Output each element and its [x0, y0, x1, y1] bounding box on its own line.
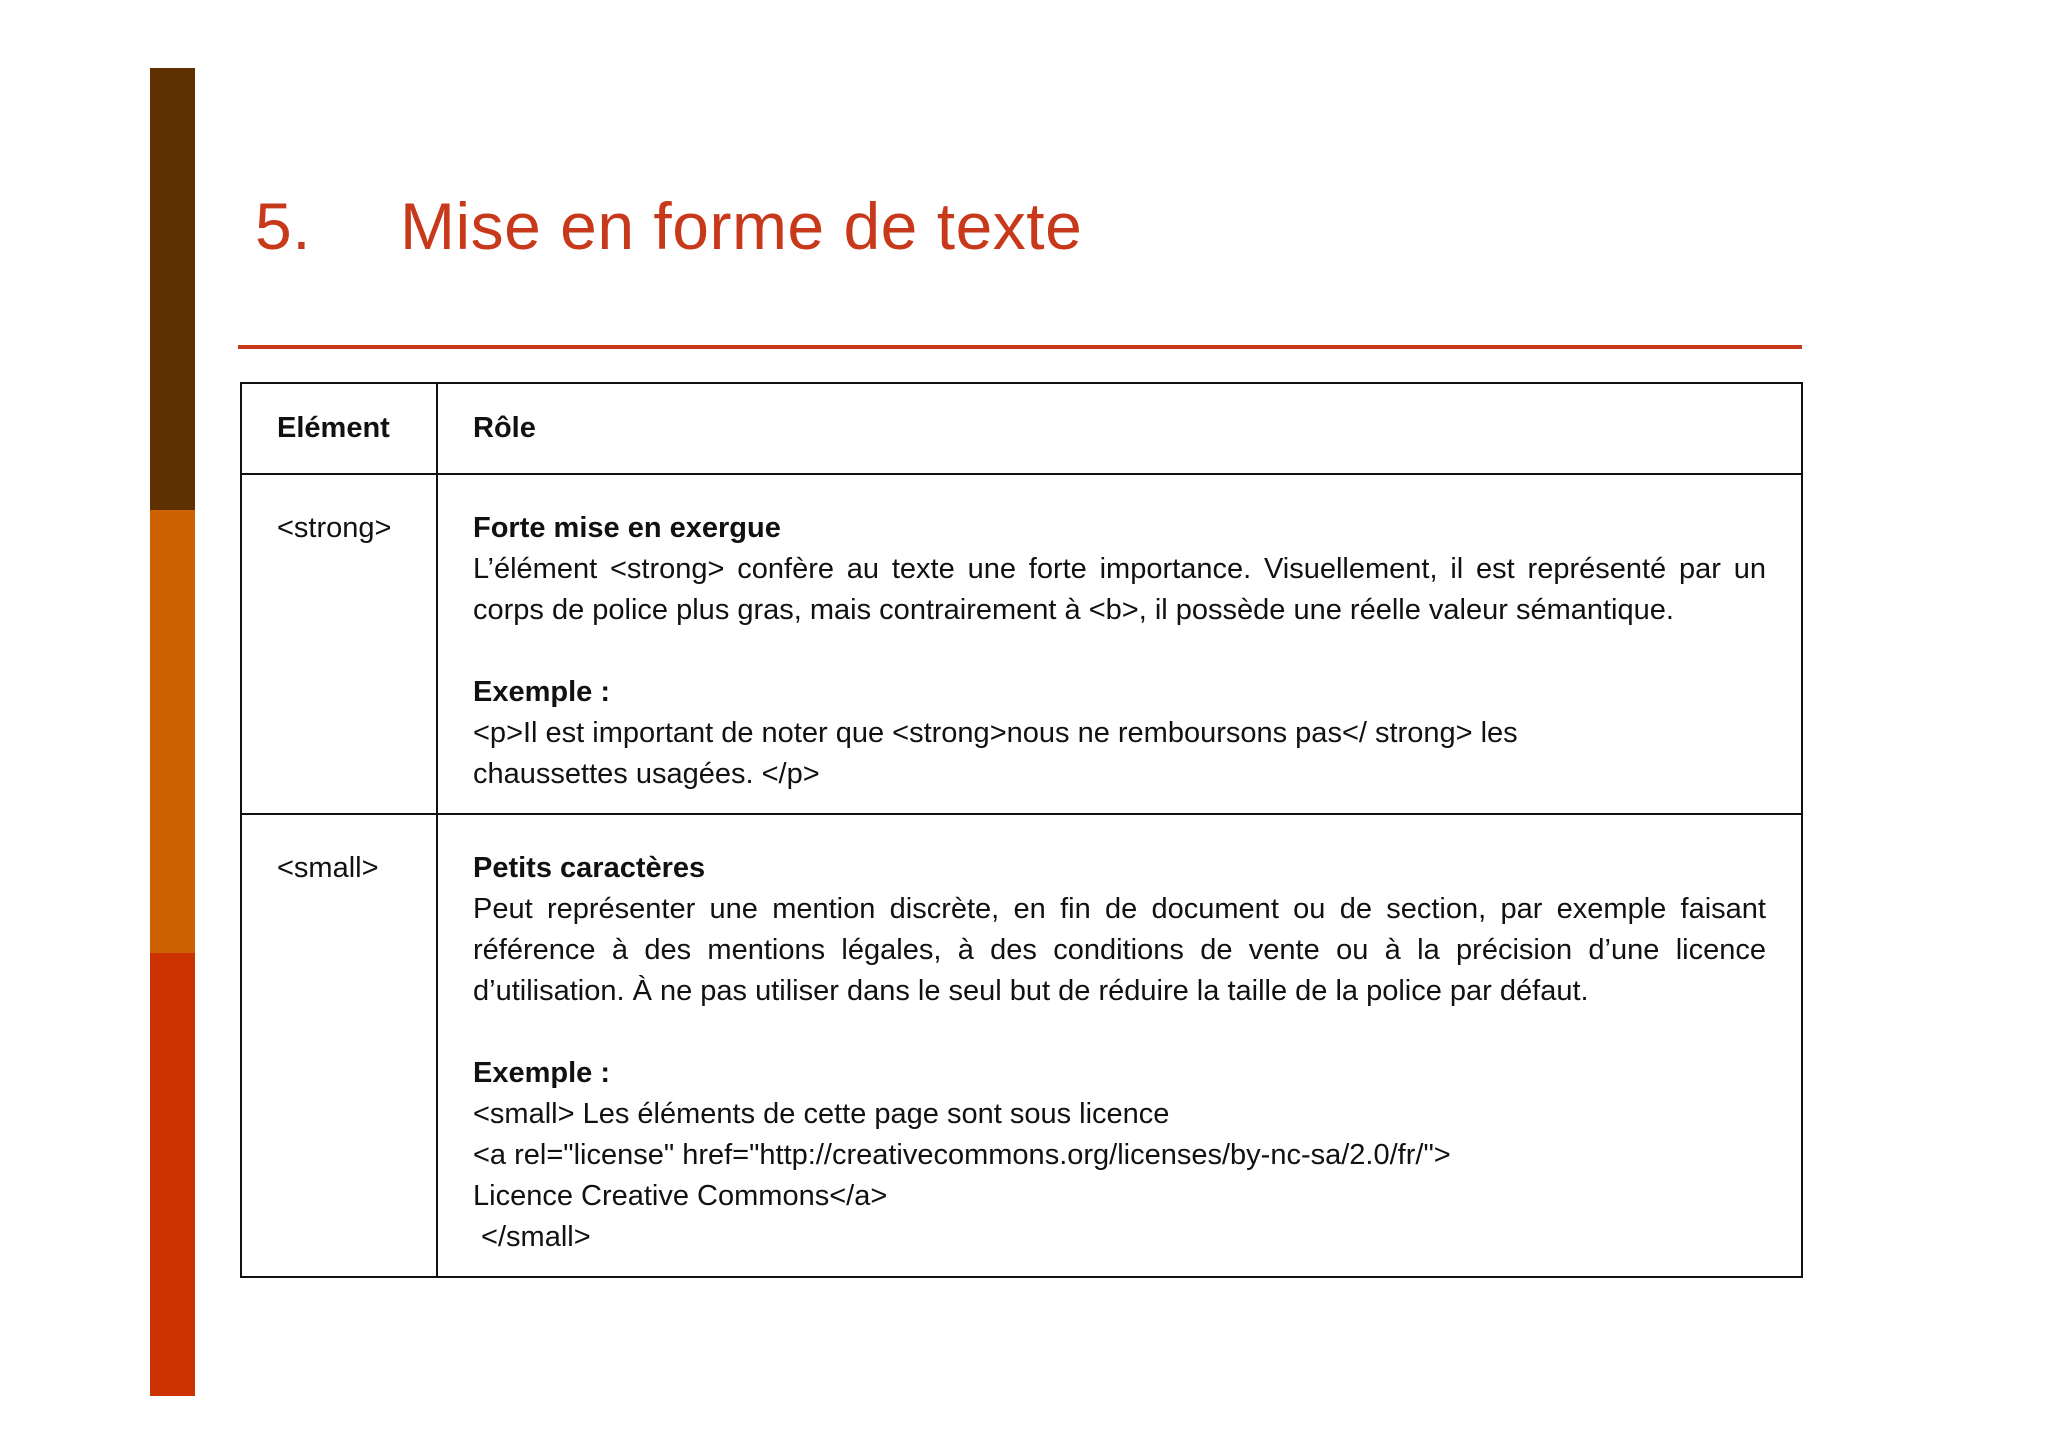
sidebar-segment-brown [150, 68, 195, 510]
spacer [473, 1012, 1766, 1053]
title-divider [238, 345, 1802, 349]
slide-title-number: 5. [255, 189, 312, 263]
example-code-line: <p>Il est important de noter que <strong>nous ne remboursons pas</ strong> les [473, 717, 1518, 749]
table-row [241, 814, 1802, 1277]
role-description: L’élément <strong> confère au texte une forte importance. Visuellement, il est représenté par un corps de police plus gras, mais contrairement à <b>, il possède une réelle valeur sémantique. [473, 553, 1766, 626]
slide-title-text: Mise en forme de texte [400, 189, 1083, 263]
example-code-line: <a rel="license" href="http://creativecommons.org/licenses/by-nc-sa/2.0/fr/"> [473, 1139, 1451, 1171]
example-code-line: <small> Les éléments de cette page sont sous licence [473, 1098, 1170, 1130]
role-title: Petits caractères [473, 852, 706, 884]
sidebar-segment-orange [150, 510, 195, 953]
element-cell: <strong> [241, 474, 437, 814]
header-role: Rôle [437, 383, 1802, 474]
element-role-table [240, 382, 1803, 1278]
table-header-row [241, 383, 1802, 474]
example-label: Exemple : [473, 1057, 610, 1089]
example-label: Exemple : [473, 676, 610, 708]
element-cell: <small> [241, 814, 437, 1277]
example-code-line: chaussettes usagées. </p> [473, 758, 820, 790]
example-code-line: </small> [473, 1221, 591, 1253]
slide-title [255, 188, 1082, 264]
spacer [473, 631, 1766, 672]
role-title: Forte mise en exergue [473, 512, 781, 544]
sidebar-segment-red [150, 953, 195, 1396]
header-element: Elément [241, 383, 437, 474]
table-row [241, 474, 1802, 814]
role-cell [437, 814, 1802, 1277]
role-cell [437, 474, 1802, 814]
example-code-line: Licence Creative Commons</a> [473, 1180, 888, 1212]
role-description: Peut représenter une mention discrète, en fin de document ou de section, par exemple faisant référence à des mentions légales, à des conditions de vente ou à la précision d’une licence d’utilisation. À ne pas utiliser dans le seul but de réduire la taille de la police par défaut. [473, 893, 1766, 1007]
